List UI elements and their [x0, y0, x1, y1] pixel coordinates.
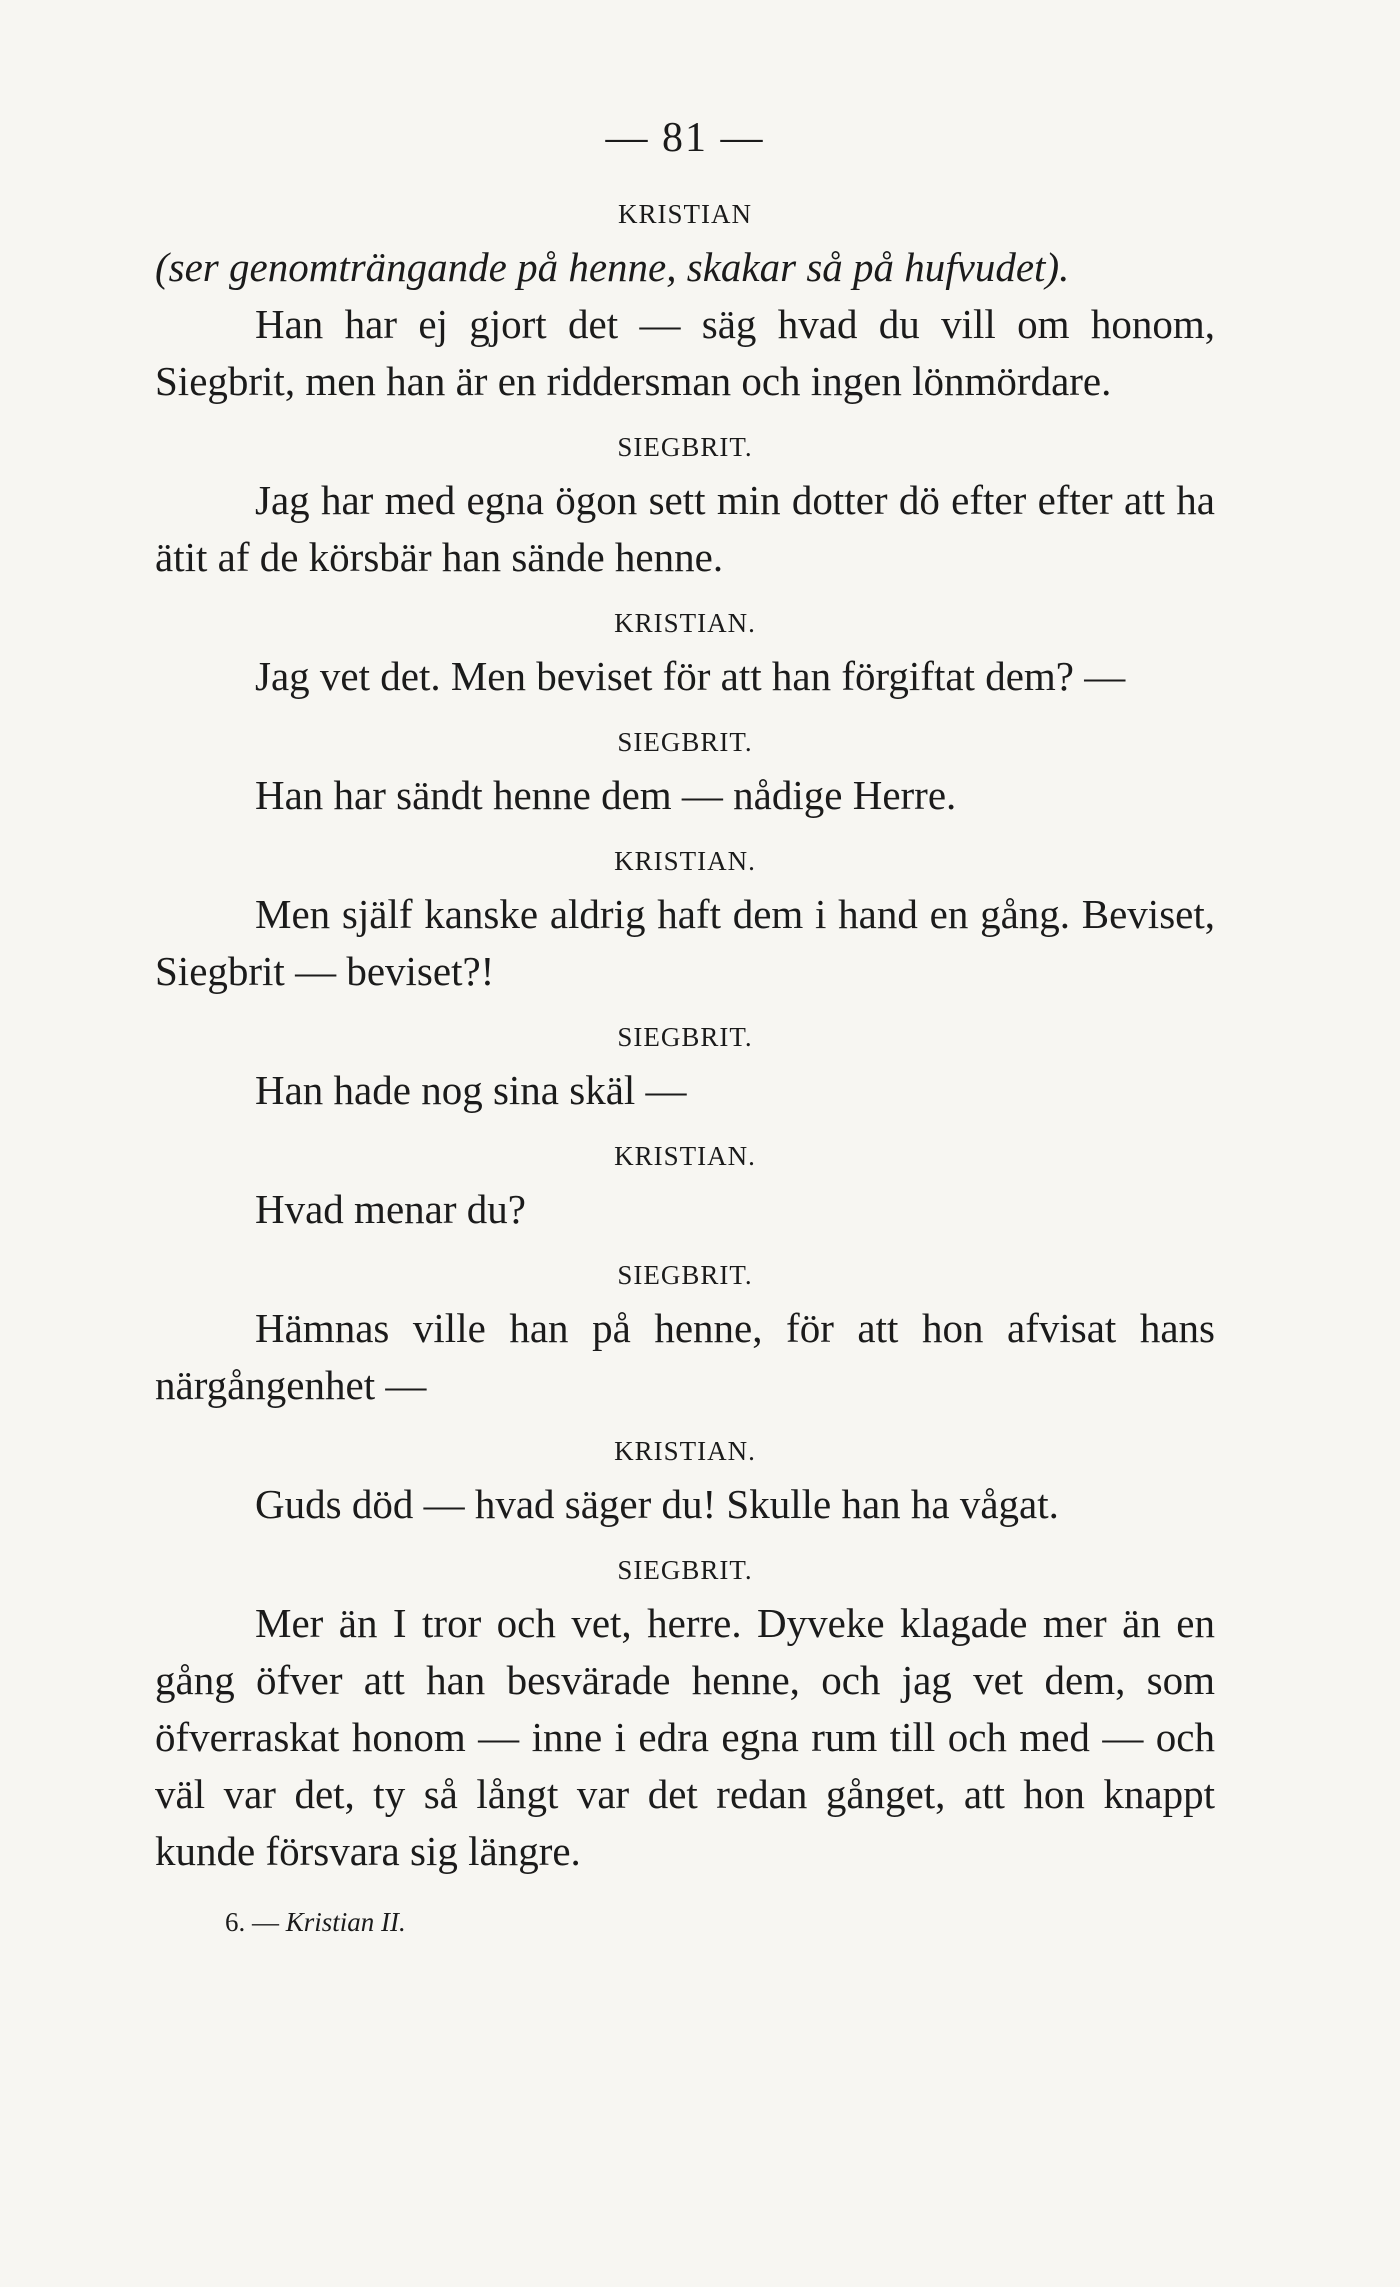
dialogue-block	[155, 723, 1215, 824]
speech-text: Han har sändt henne dem — nådige Herre.	[255, 772, 957, 818]
page-footer	[155, 1902, 1215, 1942]
dialogue-block	[155, 1137, 1215, 1238]
page-number: — 81 —	[605, 115, 765, 161]
book-title: Kristian II.	[285, 1907, 406, 1937]
speech-text: Men själf kanske aldrig haft dem i hand en gång. Beviset, Siegbrit — beviset?!	[155, 891, 1215, 994]
dialogue-block	[155, 428, 1215, 586]
speaker-name: KRISTIAN.	[614, 608, 756, 638]
dialogue-block	[155, 1256, 1215, 1414]
dialogue-block	[155, 1018, 1215, 1119]
dialogue-block	[155, 604, 1215, 705]
dialogue-block	[155, 1551, 1215, 1880]
speech-text: Jag vet det. Men beviset för att han förgiftat dem? —	[255, 653, 1126, 699]
speaker-name: KRISTIAN	[618, 199, 752, 229]
stage-direction: (ser genomträngande på henne, skakar så på hufvudet).	[155, 244, 1070, 290]
speaker-name: SIEGBRIT.	[617, 432, 753, 462]
speech-text: Jag har med egna ögon sett min dotter dö efter efter att ha ätit af de körsbär han sände henne.	[155, 477, 1215, 580]
speech-text: Mer än I tror och vet, herre. Dyveke klagade mer än en gång öfver att han besvärade henne, och jag vet dem, som öfverraskat honom — inne i edra egna rum till och med — och väl var det, ty så långt var det redan gånget, att hon knappt kunde försvara sig längre.	[155, 1600, 1215, 1874]
dialogue-block	[155, 1432, 1215, 1533]
speaker-name: SIEGBRIT.	[617, 1022, 753, 1052]
printer-signature: 6. —	[225, 1907, 279, 1937]
speaker-name: SIEGBRIT.	[617, 1260, 753, 1290]
speaker-name: SIEGBRIT.	[617, 1555, 753, 1585]
speaker-name: SIEGBRIT.	[617, 727, 753, 757]
speech-text: Hvad menar du?	[255, 1186, 526, 1232]
speaker-name: KRISTIAN.	[614, 1141, 756, 1171]
speech-text: Hämnas ville han på henne, för att hon afvisat hans närgångenhet —	[155, 1305, 1215, 1408]
dialogue-block	[155, 842, 1215, 1000]
book-page	[155, 110, 1215, 1942]
speech-text: Guds död — hvad säger du! Skulle han ha vågat.	[255, 1481, 1059, 1527]
speaker-name: KRISTIAN.	[614, 1436, 756, 1466]
dialogue-block	[155, 195, 1215, 410]
speech-text: Han hade nog sina skäl —	[255, 1067, 687, 1113]
speaker-name: KRISTIAN.	[614, 846, 756, 876]
speech-text: Han har ej gjort det — säg hvad du vill om honom, Siegbrit, men han är en riddersman och ingen lönmördare.	[155, 301, 1215, 404]
